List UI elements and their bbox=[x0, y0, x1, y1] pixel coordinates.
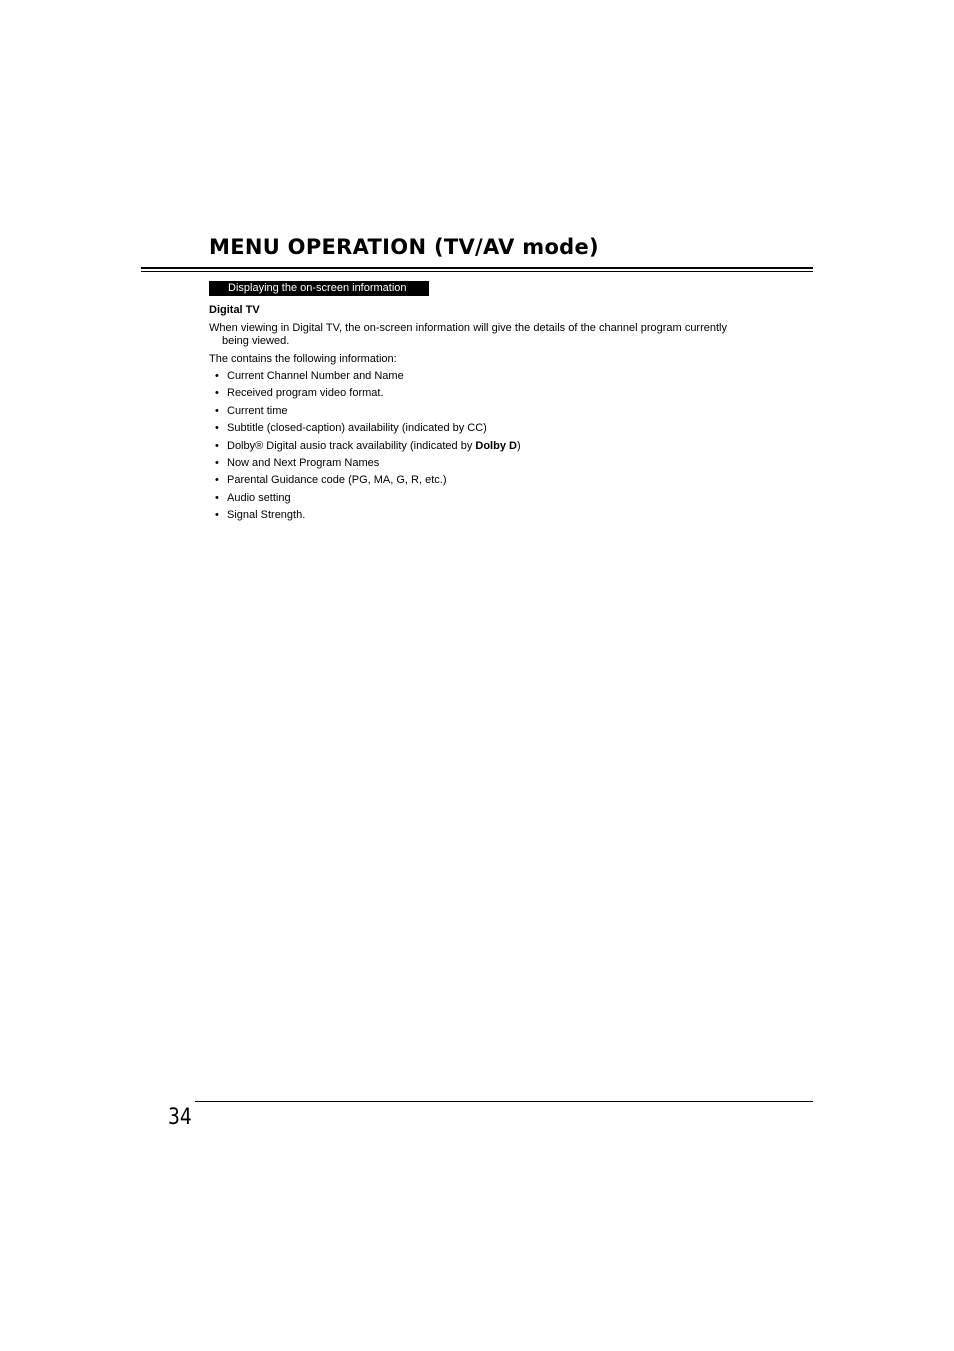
list-item-text: Subtitle (closed-caption) availability (indicated by CC) bbox=[227, 422, 487, 435]
list-item-text: Received program video format. bbox=[227, 387, 384, 400]
page-title: MENU OPERATION (TV/AV mode) bbox=[209, 235, 599, 259]
bullet-icon: • bbox=[215, 491, 219, 504]
bullet-icon: • bbox=[215, 387, 219, 400]
list-item bbox=[209, 386, 521, 403]
list-item-text: Current time bbox=[227, 404, 288, 417]
bullet-icon: • bbox=[215, 474, 219, 487]
footer-rule bbox=[195, 1101, 813, 1102]
list-item bbox=[209, 456, 521, 473]
list-item bbox=[209, 439, 521, 456]
dolby-close: ) bbox=[516, 439, 521, 452]
bullet-icon: • bbox=[215, 509, 219, 522]
list-item-text: Signal Strength. bbox=[227, 509, 306, 522]
lead-paragraph: The contains the following information: bbox=[209, 353, 397, 365]
dolby-label: Dolby D bbox=[475, 439, 517, 452]
list-item-text: Dolby® Digital ausio track availability (indicated by bbox=[227, 439, 476, 452]
list-item-text: Now and Next Program Names bbox=[227, 456, 380, 469]
list-item bbox=[209, 421, 521, 438]
bullet-icon: • bbox=[215, 404, 219, 417]
bullet-icon: • bbox=[215, 370, 219, 382]
list-item-text: Parental Guidance code (PG, MA, G, R, etc.) bbox=[227, 474, 447, 487]
bullet-icon: • bbox=[215, 439, 219, 452]
info-list bbox=[209, 369, 521, 526]
header-rule-thick bbox=[141, 267, 813, 269]
list-item-text: Audio setting bbox=[227, 491, 291, 504]
header-rule-thin bbox=[141, 271, 813, 272]
list-item bbox=[209, 404, 521, 421]
page-number: 34 bbox=[168, 1105, 192, 1130]
list-item bbox=[209, 473, 521, 490]
list-item bbox=[209, 369, 521, 386]
bullet-icon: • bbox=[215, 456, 219, 469]
list-item bbox=[209, 491, 521, 508]
list-item bbox=[209, 508, 521, 525]
bullet-icon: • bbox=[215, 422, 219, 435]
intro-paragraph: When viewing in Digital TV, the on-screen information will give the details of the channel program currently being viewed. bbox=[209, 322, 727, 347]
section-tag: Displaying the on-screen information bbox=[209, 281, 429, 296]
subheading: Digital TV bbox=[209, 304, 260, 316]
list-item-text: Current Channel Number and Name bbox=[227, 370, 404, 382]
